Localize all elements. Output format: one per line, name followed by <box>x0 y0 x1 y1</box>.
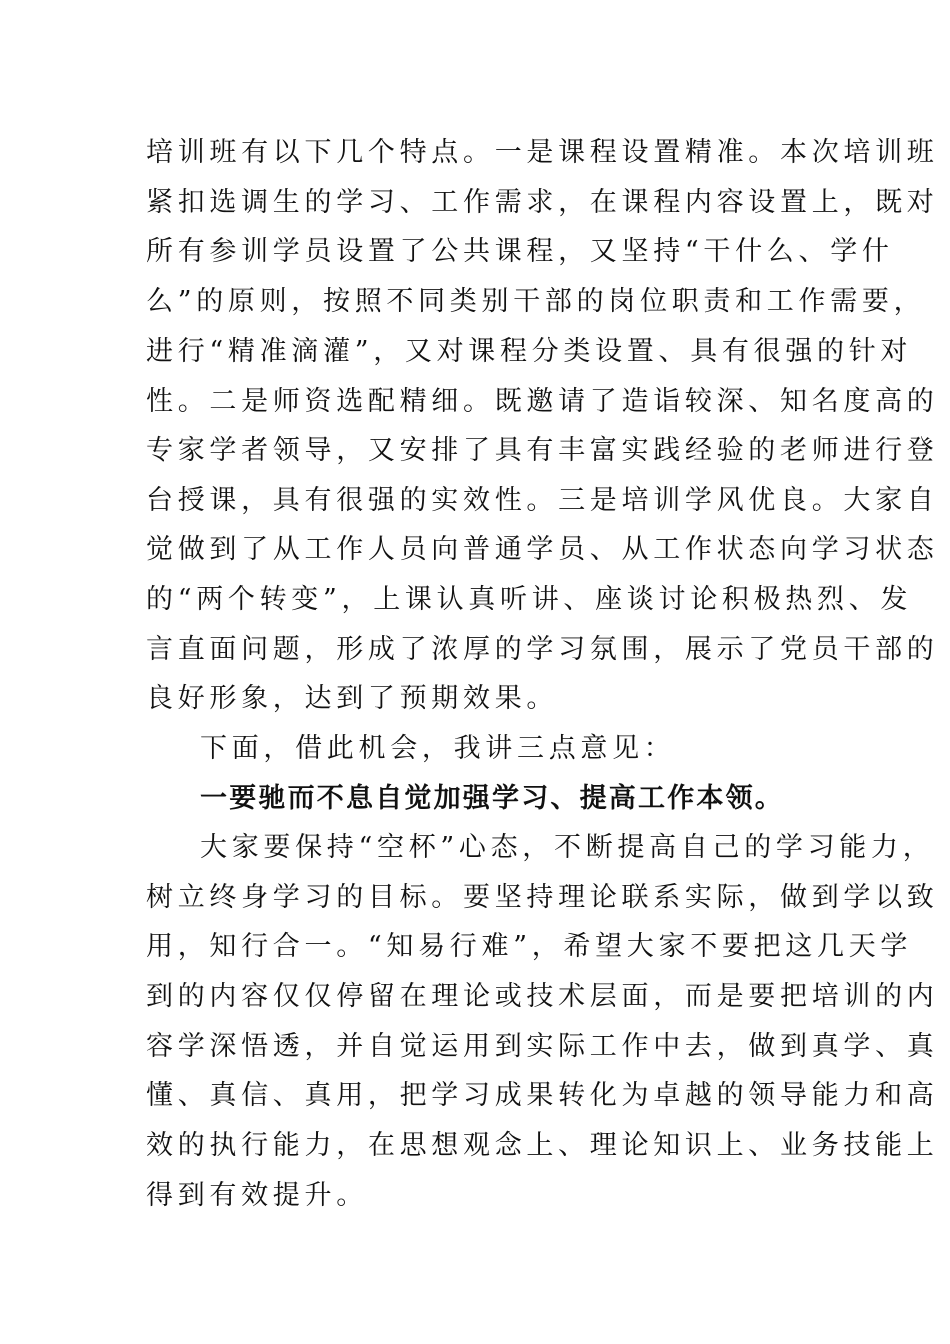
text-line: 用，知行合一。“知易行难”，希望大家不要把这几天学 <box>146 931 913 962</box>
text-line: 么”的原则，按照不同类别干部的岗位职责和工作需要， <box>146 286 926 317</box>
text-line: 台授课，具有很强的实效性。三是培训学风优良。大家自 <box>146 485 939 516</box>
text-line: 性。二是师资选配精细。既邀请了造诣较深、知名度高的 <box>146 386 939 417</box>
text-line: 觉做到了从工作人员向普通学员、从工作状态向学习状态 <box>146 534 939 565</box>
text-line: 容学深悟透，并自觉运用到实际工作中去，做到真学、真 <box>146 1031 939 1062</box>
text-line: 到的内容仅仅停留在理论或技术层面，而是要把培训的内 <box>146 981 939 1012</box>
text-line: 紧扣选调生的学习、工作需求，在课程内容设置上，既对 <box>146 187 939 218</box>
text-line: 言直面问题，形成了浓厚的学习氛围，展示了党员干部的 <box>146 634 939 665</box>
text-line: 树立终身学习的目标。要坚持理论联系实际，做到学以致 <box>146 882 939 913</box>
text-line: 进行“精准滴灌”，又对课程分类设置、具有很强的针对 <box>146 336 913 367</box>
paragraph-start-line: 下面，借此机会，我讲三点意见： <box>200 733 676 764</box>
text-line: 的“两个转变”，上课认真听讲、座谈讨论积极热烈、发 <box>146 584 913 615</box>
text-line: 效的执行能力，在思想观念上、理论知识上、业务技能上 <box>146 1130 939 1161</box>
text-line: 得到有效提升。 <box>146 1180 368 1211</box>
text-line: 良好形象，达到了预期效果。 <box>146 683 559 714</box>
text-line: 培训班有以下几个特点。一是课程设置精准。本次培训班 <box>146 137 939 168</box>
section-heading: 一要驰而不息自觉加强学习、提高工作本领。 <box>200 783 784 814</box>
text-line: 所有参训学员设置了公共课程，又坚持“干什么、学什 <box>146 236 894 267</box>
paragraph-start-line: 大家要保持“空杯”心态，不断提高自己的学习能力， <box>200 832 935 863</box>
text-line: 懂、真信、真用，把学习成果转化为卓越的领导能力和高 <box>146 1080 939 1111</box>
text-line: 专家学者领导，又安排了具有丰富实践经验的老师进行登 <box>146 435 939 466</box>
